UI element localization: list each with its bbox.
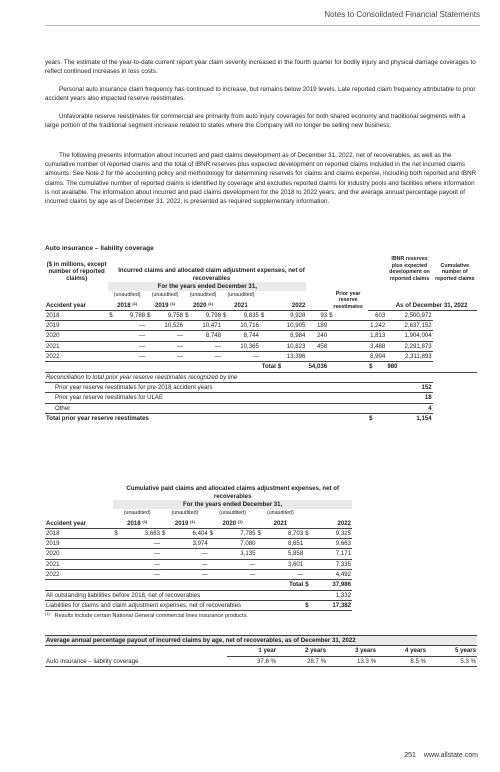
spacer xyxy=(433,403,477,413)
paid-title: Cumulative paid claims and allocated claims adjustment expenses, net of recoverables xyxy=(126,485,339,500)
paid-value: 3,974 xyxy=(170,539,209,549)
incurred-value: 10,471 xyxy=(192,321,222,331)
incurred-value: 10,526 xyxy=(155,321,185,331)
paid-value: 9,325 xyxy=(313,528,352,538)
year-header-2021: 2021 xyxy=(256,519,304,529)
year-header-2019: 2019 $^{(1)}$ xyxy=(161,519,209,529)
unaudited-label: (unaudited) xyxy=(189,292,217,299)
paid-value: — xyxy=(122,559,161,569)
year-header-2021: 2021 xyxy=(222,301,260,311)
table-row xyxy=(45,331,477,341)
reconciliation-label: Prior year reserve reestimates for pre-2018 accident years xyxy=(45,382,328,392)
reconciliation-value: 152 xyxy=(386,382,432,392)
dollar-sign xyxy=(256,559,265,569)
accident-year-header: Accident year xyxy=(45,301,108,311)
payout-header-2: 2 years xyxy=(277,646,327,656)
payout-header-5: 5 years xyxy=(427,646,477,656)
paid-years-header: For the years ended December 31, xyxy=(113,500,352,509)
payout-value-4: 8.5 % xyxy=(377,656,427,666)
ibnr-value: 1,813 xyxy=(370,332,386,340)
accident-year-header: Accident year xyxy=(45,519,113,529)
paid-value: 7,785 xyxy=(217,528,256,538)
payout-value-1: 37.6 % xyxy=(227,656,277,666)
dollar-sign xyxy=(113,549,122,559)
ibnr-value: 603 xyxy=(368,310,386,320)
dollar-sign xyxy=(256,539,265,549)
year-header-2020: 2020 $^{(1)}$ xyxy=(184,301,222,311)
page-footer xyxy=(404,752,478,759)
paid-value: — xyxy=(170,570,209,580)
dollar-sign: $ xyxy=(368,413,386,423)
dollar-sign xyxy=(113,539,122,549)
dollar-sign xyxy=(328,321,368,331)
accident-year: 2018 xyxy=(45,310,108,320)
prior-reestimate: 458 xyxy=(306,341,328,351)
ibnr-value: 1,242 xyxy=(370,322,386,330)
accident-year: 2018 xyxy=(45,528,113,538)
footnote-mark: (1) xyxy=(170,300,176,306)
table-row xyxy=(45,352,477,362)
dollar-sign xyxy=(260,321,277,331)
dollar-sign xyxy=(184,321,192,331)
footnote-mark: (1) xyxy=(142,518,148,524)
incurred-value: 8,744 xyxy=(230,331,260,341)
accident-year: 2021 xyxy=(45,341,108,351)
cumulative-claims-header: Cumulative number of reported claims xyxy=(435,262,475,282)
payout-value-5: 5.3 % xyxy=(427,656,477,666)
paid-value: 5,858 xyxy=(265,549,304,559)
payout-header-1: 1 year xyxy=(227,646,277,656)
incurred-claims-table xyxy=(45,256,477,423)
prior-reestimate: 189 xyxy=(306,321,328,331)
incurred-value: — xyxy=(117,352,147,362)
dollar-sign: $ xyxy=(256,528,265,538)
incurred-value: — xyxy=(117,331,147,341)
spacer xyxy=(433,382,477,392)
unaudited-label: (unaudited) xyxy=(227,292,255,299)
paragraph-3: Unfavorable reserve reestimates for commercial are primarily from auto injury coverages for both shared economy and traditional segments with a large portion of the traditional segment increase related to states where the Company will no longer be selling new business. xyxy=(45,113,466,130)
dollar-sign: $ xyxy=(304,580,313,590)
liabilities-value: 17,382 xyxy=(313,600,352,610)
footer-site: www.allstate.com xyxy=(423,752,478,759)
footnote-mark: (1) xyxy=(237,518,243,524)
incurred-value: 10,905 xyxy=(277,321,307,331)
table-row xyxy=(45,310,477,320)
incurred-value: 9,835 xyxy=(230,310,260,320)
dollar-sign: $ xyxy=(222,310,230,320)
spacer xyxy=(368,403,386,413)
prior-year-header: Prior year reserve reestimates xyxy=(333,290,363,310)
unaudited-label: (unaudited) xyxy=(266,510,294,517)
dollar-sign xyxy=(256,549,265,559)
footnote-mark: (1) xyxy=(208,300,214,306)
dollar-sign xyxy=(146,352,154,362)
footnote-mark: (1) xyxy=(190,518,195,524)
dollar-sign: $ xyxy=(369,363,373,371)
dollar-sign: $ xyxy=(161,528,170,538)
spacer xyxy=(368,393,386,403)
liabilities-label: Liabilities for claims and claim adjustment expenses, net of recoverables xyxy=(45,600,304,610)
paid-value: 9,663 xyxy=(313,539,352,549)
table-row xyxy=(45,528,352,538)
prior-total-cell xyxy=(368,362,386,372)
paid-value: 3,601 xyxy=(265,559,304,569)
paid-value: 7,171 xyxy=(313,549,352,559)
paid-value: 8,651 xyxy=(265,539,304,549)
dollar-sign xyxy=(113,559,122,569)
spacer xyxy=(368,382,386,392)
payout-header-4: 4 years xyxy=(377,646,427,656)
accident-year: 2020 xyxy=(45,331,108,341)
table-row xyxy=(45,403,477,413)
outstanding-label: All outstanding liabilities before 2018, net of recoverables xyxy=(45,590,313,600)
dollar-sign xyxy=(209,549,218,559)
unaudited-label: (unaudited) xyxy=(219,510,247,517)
accident-year: 2019 xyxy=(45,321,108,331)
dollar-sign xyxy=(146,341,154,351)
dollar-sign xyxy=(304,539,313,549)
incurred-value: 10,716 xyxy=(230,321,260,331)
paid-value: 8,703 xyxy=(265,528,304,538)
paid-value: — xyxy=(217,559,256,569)
dollar-sign xyxy=(113,570,122,580)
unaudited-label: (unaudited) xyxy=(151,292,179,299)
year-header-2019: 2019 $^{(1)}$ xyxy=(146,301,184,311)
dollar-sign: $ xyxy=(209,528,218,538)
dollar-sign xyxy=(184,331,192,341)
accident-year: 2021 xyxy=(45,559,113,569)
accident-year: 2019 xyxy=(45,539,113,549)
paid-claims-table xyxy=(45,485,352,611)
incurred-value: 9,798 xyxy=(192,310,222,320)
paid-value: — xyxy=(122,539,161,549)
dollar-sign xyxy=(304,559,313,569)
dollar-sign: $ xyxy=(277,362,307,372)
incurred-value: 8,984 xyxy=(277,331,307,341)
paid-value: — xyxy=(217,570,256,580)
prior-total: 980 xyxy=(387,363,398,371)
dollar-sign: $ xyxy=(304,600,313,610)
year-header-2018: 2018 $^{(1)}$ xyxy=(113,519,161,529)
payout-table xyxy=(45,635,477,667)
paragraph-4: The following presents information about incurred and paid claims development as of December 31, 2022, net of recoverables, as well as the cumulative number of reported claims and the total of IBNR reserves plus expected development on reported claims included in the net incurred claims amounts. See Note 2 for the accounting policy and methodology for determining reserves for claims and claims expense, including both reported and IBNR claims. The cumulative number of reported claims is identified by coverage and excludes reported claims for industry pools and facilities where information is not available. The information about incurred and paid claims development for the 2018 to 2022 years, and the average annual percentage payout of incurred claims by age as of December 31, 2022, is presented as required supplementary information. xyxy=(45,152,477,206)
table-row xyxy=(45,382,477,392)
spacer xyxy=(328,403,368,413)
incurred-value: — xyxy=(155,352,185,362)
dollar-sign: $ xyxy=(146,310,154,320)
spacer xyxy=(328,393,368,403)
accident-year: 2022 xyxy=(45,352,108,362)
payout-header-3: 3 years xyxy=(327,646,377,656)
incurred-value: — xyxy=(117,321,147,331)
dollar-sign xyxy=(184,341,192,351)
cumulative-claims: 2,500,972 xyxy=(386,310,432,320)
year-header-2022: 2022 xyxy=(304,519,352,529)
incurred-value: 10,823 xyxy=(277,341,307,351)
paid-value: 7,335 xyxy=(313,559,352,569)
dollar-sign xyxy=(260,341,277,351)
footnote-text: Results include certain National General commercial lines insurance products. xyxy=(54,613,248,619)
year-header-2018: 2018 $^{(1)}$ xyxy=(108,301,146,311)
header-rule xyxy=(45,25,480,26)
dollar-sign xyxy=(304,570,313,580)
prior-reestimate: 240 xyxy=(306,331,328,341)
ibnr-value: 8,904 xyxy=(370,353,386,361)
paid-value: 3,135 xyxy=(217,549,256,559)
footnote xyxy=(45,613,248,619)
spacer xyxy=(328,382,368,392)
page-number: 251 xyxy=(404,752,416,759)
incurred-title: Incurred claims and allocated claim adjustment expenses, net of recoverables xyxy=(118,267,305,282)
table-row xyxy=(45,341,477,351)
cumulative-claims: 1,904,004 xyxy=(386,331,432,341)
reconciliation-label: Other xyxy=(45,403,328,413)
as-of-header: As of December 31, 2022 xyxy=(386,301,477,311)
incurred-value: — xyxy=(117,341,147,351)
dollar-sign xyxy=(209,559,218,569)
dollar-sign xyxy=(209,539,218,549)
table-row xyxy=(45,570,352,580)
paid-value: 4,492 xyxy=(313,570,352,580)
paid-total: 37,986 xyxy=(313,580,352,590)
accident-year: 2020 xyxy=(45,549,113,559)
corner-label: ($ in millions, except number of reported claims) xyxy=(46,261,107,282)
table-row xyxy=(45,321,477,331)
payout-value-2: 28.7 % xyxy=(277,656,327,666)
dollar-sign xyxy=(260,331,277,341)
cumulative-claims: 2,637,152 xyxy=(386,321,432,331)
paragraph-2: Personal auto insurance claim frequency has continued to increase, but remains below 2019 levels. Late reported claim frequency attributable to prior accident years also impacted reserve reestimates. xyxy=(45,86,476,103)
reconciliation-value: 4 xyxy=(386,403,432,413)
reconciliation-value: 18 xyxy=(386,393,432,403)
unaudited-label: (unaudited) xyxy=(171,510,199,517)
dollar-sign xyxy=(161,549,170,559)
paid-value: 6,404 xyxy=(170,528,209,538)
reconciliation-total: 1,154 xyxy=(386,413,432,423)
prior-reestimate xyxy=(306,352,328,362)
cumulative-claims: 2,291,873 xyxy=(386,341,432,351)
table-row xyxy=(45,539,352,549)
dollar-sign xyxy=(222,321,230,331)
incurred-value: 9,928 xyxy=(277,310,307,320)
payout-value-3: 13.3 % xyxy=(327,656,377,666)
incurred-value: 9,788 xyxy=(117,310,147,320)
dollar-sign: $ xyxy=(184,310,192,320)
table-row xyxy=(45,549,352,559)
paragraph-1: years. The estimate of the year-to-date current report year claim severity increased in the fourth quarter for bodily injury and physical damage coverages to reflect continued increases in loss costs. xyxy=(45,59,476,76)
reconciliation-label: Prior year reserve reestimates for ULAE xyxy=(45,393,328,403)
accident-year: 2022 xyxy=(45,570,113,580)
incurred-value: 8,748 xyxy=(192,331,222,341)
paid-total-label: Total xyxy=(265,580,304,590)
dollar-sign xyxy=(108,331,116,341)
cumulative-claims: 2,311,893 xyxy=(386,352,432,362)
dollar-sign xyxy=(108,352,116,362)
year-header-2020: 2020 $^{(1)}$ xyxy=(209,519,257,529)
dollar-sign xyxy=(161,539,170,549)
incurred-total: 54,036 xyxy=(306,362,328,372)
dollar-sign xyxy=(222,341,230,351)
total-label: Total xyxy=(261,363,276,371)
incurred-value: — xyxy=(192,341,222,351)
year-header-2022: 2022 xyxy=(260,301,306,311)
ibnr-value: 3,488 xyxy=(370,342,386,350)
dollar-sign xyxy=(328,352,368,362)
unaudited-label: (unaudited) xyxy=(113,292,141,299)
dollar-sign: $ xyxy=(113,528,122,538)
dollar-sign xyxy=(108,341,116,351)
table-row xyxy=(45,559,352,569)
dollar-sign xyxy=(256,570,265,580)
incurred-value: — xyxy=(230,352,260,362)
running-header: Notes to Consolidated Financial Statements xyxy=(324,10,480,19)
dollar-sign xyxy=(161,559,170,569)
dollar-sign xyxy=(161,570,170,580)
incurred-value: 10,365 xyxy=(230,341,260,351)
prior-reestimate: 93 xyxy=(306,310,328,320)
footnote-mark: (1) xyxy=(45,611,50,616)
payout-row-label: Auto insurance – liability coverage xyxy=(45,656,227,666)
incurred-value: — xyxy=(155,331,185,341)
reconciliation-title: Reconciliation to total prior year reserve reestimates recognized by line xyxy=(45,372,477,382)
paid-value: — xyxy=(265,570,304,580)
dollar-sign: $ xyxy=(260,310,277,320)
dollar-sign xyxy=(304,549,313,559)
table-row xyxy=(45,393,477,403)
ibnr-header: IBNR reserves plus expected development on reported claims xyxy=(389,256,430,282)
dollar-sign xyxy=(222,352,230,362)
dollar-sign xyxy=(328,341,368,351)
dollar-sign: $ xyxy=(108,310,116,320)
paid-value: 3,663 xyxy=(122,528,161,538)
dollar-sign: $ xyxy=(328,310,368,320)
incurred-value: 13,396 xyxy=(277,352,307,362)
unaudited-label: (unaudited) xyxy=(123,510,151,517)
footnote-mark: (1) xyxy=(132,300,138,306)
dollar-sign xyxy=(184,352,192,362)
dollar-sign xyxy=(108,321,116,331)
section-title: Auto insurance – liability coverage xyxy=(45,245,154,252)
incurred-value: 9,758 xyxy=(155,310,185,320)
dollar-sign xyxy=(209,570,218,580)
dollar-sign: $ xyxy=(304,528,313,538)
incurred-value: — xyxy=(155,341,185,351)
paid-value: — xyxy=(122,570,161,580)
dollar-sign xyxy=(146,321,154,331)
dollar-sign xyxy=(260,352,277,362)
dollar-sign xyxy=(146,331,154,341)
dollar-sign xyxy=(222,331,230,341)
paid-value: — xyxy=(170,549,209,559)
paid-value: 7,080 xyxy=(217,539,256,549)
years-header: For the years ended December 31, xyxy=(108,282,306,291)
dollar-sign xyxy=(328,331,368,341)
outstanding-value: 1,332 xyxy=(313,590,352,600)
paid-value: — xyxy=(170,559,209,569)
payout-title: Average annual percentage payout of incurred claims by age, net of recoverables, as of December 31, 2022 xyxy=(45,636,477,646)
reconciliation-total-label: Total prior year reserve reestimates xyxy=(45,413,328,423)
paid-value: — xyxy=(122,549,161,559)
incurred-value: — xyxy=(192,352,222,362)
spacer xyxy=(433,393,477,403)
